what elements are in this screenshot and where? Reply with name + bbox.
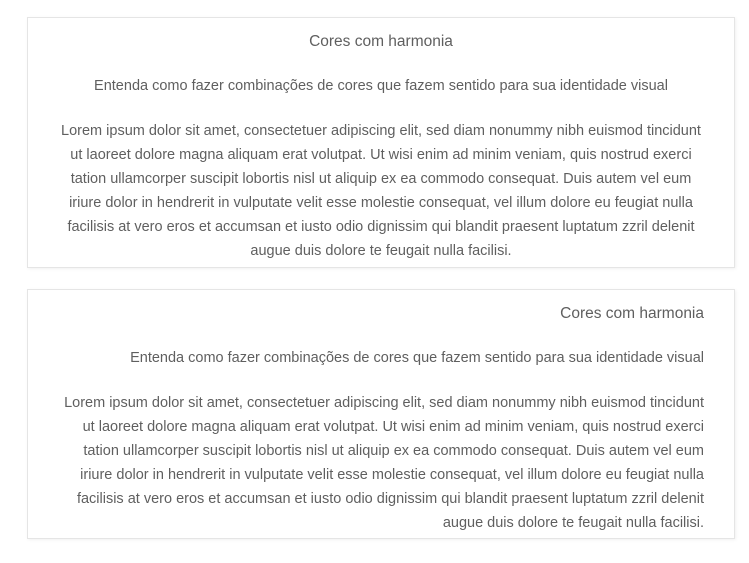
card-title: Cores com harmonia	[309, 33, 453, 50]
card-title: Cores com harmonia	[560, 305, 704, 322]
card-body-text: Lorem ipsum dolor sit amet, consectetuer adipiscing elit, sed diam nonummy nibh euismod tincidunt ut laoreet dolore magna aliquam erat volutpat. Ut wisi enim ad minim veniam, quis nostrud exerci tation ullamcorper suscipit lobortis nisl ut aliquip ex ea commodo consequat. Duis autem vel eum iriure dolor in hendrerit in vulputate velit esse molestie consequat, vel illum dolore eu feugiat nulla facilisis at vero eros et accumsan et iusto odio dignissim qui blandit praesent luptatum zzril delenit augue duis dolore te feugait nulla facilisi.	[64, 395, 704, 531]
card-subtitle: Entenda como fazer combinações de cores que fazem sentido para sua identidade visual	[130, 350, 704, 366]
card-subtitle: Entenda como fazer combinações de cores que fazem sentido para sua identidade visual	[94, 78, 668, 94]
card-body-text: Lorem ipsum dolor sit amet, consectetuer adipiscing elit, sed diam nonummy nibh euismod tincidunt ut laoreet dolore magna aliquam erat volutpat. Ut wisi enim ad minim veniam, quis nostrud exerci tation ullamcorper suscipit lobortis nisl ut aliquip ex ea commodo consequat. Duis autem vel eum iriure dolor in hendrerit in vulputate velit esse molestie consequat, vel illum dolore eu feugiat nulla facilisis at vero eros et accumsan et iusto odio dignissim qui blandit praesent luptatum zzril delenit augue duis dolore te feugait nulla facilisi.	[61, 123, 701, 259]
text-card-centered[interactable]	[27, 17, 735, 268]
text-card-right-aligned[interactable]	[27, 289, 735, 539]
